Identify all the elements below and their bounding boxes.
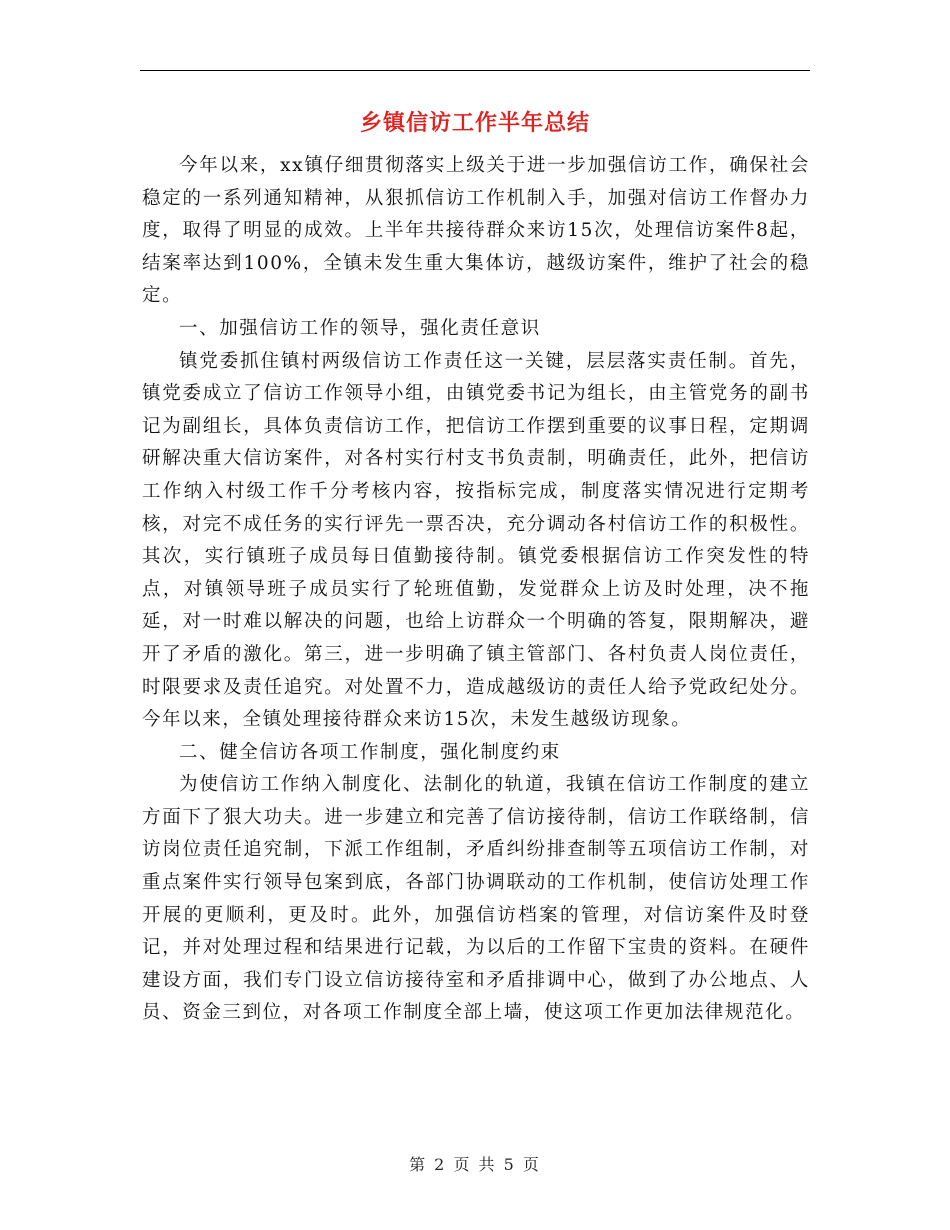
header-rule	[140, 70, 810, 71]
document-title: 乡镇信访工作半年总结	[359, 111, 590, 136]
paragraph-section-1: 镇党委抓住镇村两级信访工作责任这一关键，层层落实责任制。首先，镇党委成立了信访工作领导小组，由镇党委书记为组长，由主管党务的副书记为副组长，具体负责信访工作，把信访工作摆到重要的议事日程，定期调研解决重大信访案件，对各村实行村支书负责制，明确责任，此外，把信访工作纳入村级工作千分考核内容，按指标完成，制度落实情况进行定期考核，对完不成任务的实行评先一票否决，充分调动各村信访工作的积极性。其次，实行镇班子成员每日值勤接待制。镇党委根据信访工作突发性的特点，对镇领导班子成员实行了轮班值勤，发觉群众上访及时处理，决不拖延，对一时难以解决的问题，也给上访群众一个明确的答复，限期解决，避开了矛盾的激化。第三，进一步明确了镇主管部门、各村负责人岗位责任，时限要求及责任追究。对处置不力，造成越级访的责任人给予党政纪处分。今年以来，全镇处理接待群众来访15次，未发生越级访现象。	[142, 350, 810, 731]
section-heading-1: 一、加强信访工作的领导，强化责任意识	[179, 317, 541, 339]
page-number-footer: 第 2 页 共 5 页	[409, 1155, 541, 1174]
document-body	[142, 150, 810, 1030]
section-heading-2: 二、健全信访各项工作制度，强化制度约束	[179, 741, 561, 763]
paragraph-section-2: 为使信访工作纳入制度化、法制化的轨道，我镇在信访工作制度的建立方面下了狠大功夫。进一步建立和完善了信访接待制，信访工作联络制，信访岗位责任追究制，下派工作组制，矛盾纠纷排查制等五项信访工作制，对重点案件实行领导包案到底，各部门协调联动的工作机制，使信访处理工作开展的更顺利，更及时。此外，加强信访档案的管理，对信访案件及时登记，并对处理过程和结果进行记载，为以后的工作留下宝贵的资料。在硬件建设方面，我们专门设立信访接待室和矛盾排调中心，做到了办公地点、人员、资金三到位，对各项工作制度全部上墙，使这项工作更加法律规范化。	[142, 774, 810, 1024]
paragraph-intro: 今年以来，xx镇仔细贯彻落实上级关于进一步加强信访工作，确保社会稳定的一系列通知精神，从狠抓信访工作机制入手，加强对信访工作督办力度，取得了明显的成效。上半年共接待群众来访15次，处理信访案件8起，结案率达到100%，全镇未发生重大集体访，越级访案件，维护了社会的稳定。	[142, 155, 810, 307]
